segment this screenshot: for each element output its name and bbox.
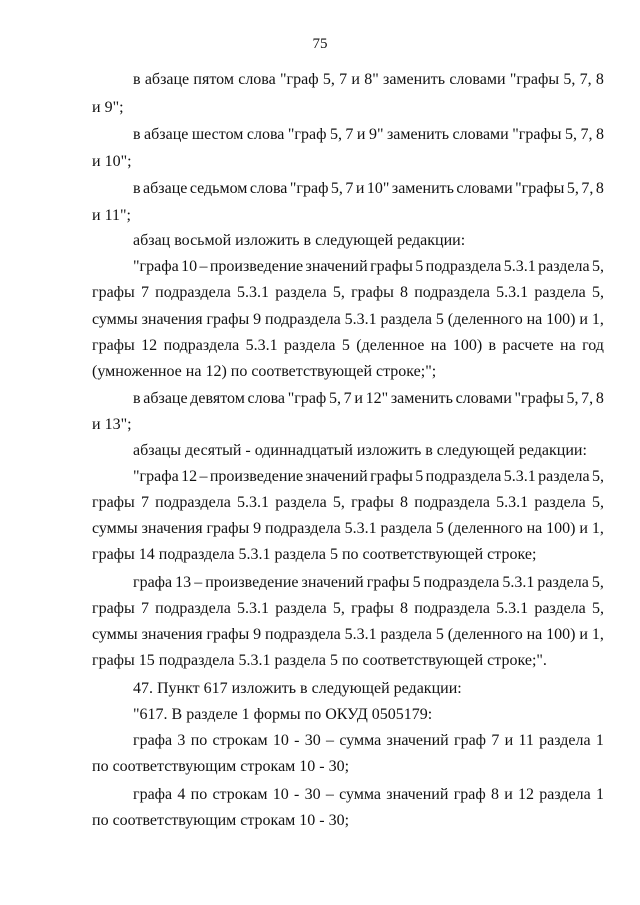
text-line: графы 15 подраздела 5.3.1 раздела 5 по соответствующей строке;". — [92, 652, 547, 669]
text-line — [133, 573, 604, 593]
word: 7 — [140, 284, 149, 301]
text-line — [133, 70, 604, 90]
word: раздела — [534, 284, 586, 301]
word: 12" — [365, 390, 389, 407]
word: графы — [370, 468, 413, 485]
word: подраздела — [155, 494, 231, 511]
word: - — [294, 786, 300, 803]
word: графы — [370, 258, 413, 275]
word: 5 — [435, 520, 444, 537]
word: графы — [351, 600, 394, 617]
word: произведение — [205, 574, 299, 591]
word: графы — [92, 600, 135, 617]
word: 100) — [546, 311, 576, 328]
word: произведение — [209, 468, 304, 485]
word: 8" — [364, 71, 379, 88]
word: седьмом — [189, 180, 248, 197]
text-line — [92, 625, 604, 645]
word: графы — [351, 494, 394, 511]
text-line: абзац восьмой изложить в следующей редакции: — [133, 232, 466, 249]
word: 4 — [177, 786, 186, 803]
word: 5, — [591, 468, 604, 485]
word: на — [526, 520, 543, 537]
word: подраздела — [155, 600, 231, 617]
word: в — [133, 126, 141, 143]
word: раздела — [380, 520, 432, 537]
word: заменить — [386, 126, 450, 143]
word: 10 — [272, 732, 289, 749]
word: суммы — [92, 311, 138, 328]
text-line: и 13"; — [92, 416, 132, 433]
word: подраздела — [163, 337, 240, 354]
word: 7 — [140, 494, 149, 511]
word: "графы — [509, 71, 560, 88]
word: значений — [386, 732, 449, 749]
word: 7 — [140, 600, 149, 617]
word: 13 — [175, 574, 192, 591]
word: словами — [452, 126, 509, 143]
text-line: и 9"; — [92, 99, 124, 116]
word: слова — [247, 390, 286, 407]
word: абзаце — [144, 71, 190, 88]
word: графы — [206, 311, 250, 328]
word: "граф — [287, 126, 327, 143]
word: 100) — [546, 520, 576, 537]
word: девятом — [190, 390, 245, 407]
word: раздела — [538, 468, 590, 485]
word: значений — [305, 258, 368, 275]
word: 5.3.1 — [344, 311, 377, 328]
text-line: и 11"; — [92, 207, 131, 224]
word: 12 — [181, 468, 198, 485]
text-line — [133, 731, 604, 751]
word: абзаце — [143, 390, 188, 407]
word: графы — [92, 284, 135, 301]
word: раздела — [534, 494, 586, 511]
word: 8 — [595, 180, 604, 197]
word: 5.3.1 — [245, 337, 278, 354]
word: графы — [206, 626, 250, 643]
word: 5 — [435, 311, 444, 328]
text-line: абзацы десятый - одиннадцатый изложить в следующей редакции: — [133, 442, 587, 459]
word: значения — [141, 626, 203, 643]
text-line — [133, 785, 604, 805]
word: 30 — [304, 786, 321, 803]
word: 5, — [591, 258, 604, 275]
word: 5.3.1 — [237, 494, 270, 511]
word: 5, — [332, 284, 345, 301]
word: 8 — [595, 126, 604, 143]
word: 5.3.1 — [503, 468, 536, 485]
word: 5, — [566, 390, 579, 407]
word: 1 — [595, 732, 604, 749]
word: – — [326, 732, 335, 749]
word: заменить — [391, 180, 454, 197]
word: 5, — [563, 71, 576, 88]
word: 9 — [253, 311, 262, 328]
word: на — [430, 337, 447, 354]
word: шестом — [191, 126, 244, 143]
word: 5.3.1 — [496, 284, 529, 301]
word: на — [526, 311, 543, 328]
text-line: по соответствующим строкам 10 - 30; — [92, 812, 350, 829]
word: 5, — [591, 284, 604, 301]
word: 5 — [415, 258, 424, 275]
word: 1, — [591, 626, 604, 643]
text-line: графы 14 подраздела 5.3.1 раздела 5 по соответствующей строке; — [92, 546, 537, 563]
word: подраздела — [265, 311, 341, 328]
text-line — [133, 179, 604, 199]
word: и — [579, 626, 588, 643]
word: – — [199, 258, 208, 275]
word: графы — [351, 284, 394, 301]
word: 7 — [339, 71, 348, 88]
word: 7, — [581, 180, 594, 197]
word: значений — [305, 468, 368, 485]
text-line: 47. Пункт 617 изложить в следующей редакции: — [133, 680, 462, 697]
word: и — [351, 71, 360, 88]
word: раздела — [539, 786, 591, 803]
word: 5, — [566, 180, 579, 197]
word: (деленного — [447, 311, 523, 328]
word: и — [504, 786, 513, 803]
word: 5, — [591, 600, 604, 617]
word: граф — [454, 732, 487, 749]
word: подраздела — [265, 626, 341, 643]
word: по — [190, 732, 208, 749]
word: в — [133, 71, 141, 88]
word: графы — [206, 520, 250, 537]
text-line: и 10"; — [92, 153, 132, 170]
word: 5, — [591, 574, 604, 591]
word: граф — [453, 786, 486, 803]
word: 5, — [328, 390, 341, 407]
word: 5 — [412, 574, 421, 591]
text-line: (умноженное на 12) по соответствующей строке;"; — [92, 363, 437, 380]
word: по — [190, 786, 208, 803]
word: 5.3.1 — [237, 284, 270, 301]
word: графы — [92, 337, 135, 354]
word: – — [325, 786, 334, 803]
word: на — [526, 626, 543, 643]
word: раздела — [275, 284, 327, 301]
word: "графы — [515, 180, 565, 197]
word: 11 — [518, 732, 534, 749]
word: сумма — [339, 786, 381, 803]
word: (деленное — [356, 337, 425, 354]
word: 10 — [272, 786, 289, 803]
word: 8 — [490, 786, 499, 803]
word: слова — [249, 180, 288, 197]
word: абзаце — [143, 180, 188, 197]
word: – — [199, 468, 208, 485]
word: 9 — [253, 626, 262, 643]
text-line — [92, 283, 604, 303]
word: строкам — [212, 732, 268, 749]
word: 8 — [595, 390, 604, 407]
word: подраздела — [423, 574, 500, 591]
word: 8 — [595, 71, 604, 88]
word: 5.3.1 — [503, 258, 536, 275]
word: "граф — [287, 390, 327, 407]
word: 5, — [591, 494, 604, 511]
word: 1, — [591, 520, 604, 537]
word: раздела — [380, 311, 432, 328]
word: 1, — [591, 311, 604, 328]
word: "графа — [133, 468, 179, 485]
word: 5 — [341, 337, 350, 354]
word: 5 — [415, 468, 424, 485]
word: раздела — [380, 626, 432, 643]
word: 5, — [332, 600, 345, 617]
word: 7 — [491, 732, 500, 749]
word: 5, — [322, 71, 335, 88]
word: 5, — [329, 126, 342, 143]
word: на — [560, 337, 576, 354]
word: 5, — [332, 494, 345, 511]
word: графа — [133, 732, 173, 749]
word: раздела — [538, 258, 590, 275]
word: сумма — [339, 732, 382, 749]
text-line — [92, 336, 604, 356]
word: словами — [449, 71, 506, 88]
word: в — [133, 390, 141, 407]
word: 9" — [368, 126, 384, 143]
text-line — [92, 599, 604, 619]
word: год — [582, 337, 604, 354]
word: 9 — [253, 520, 262, 537]
word: 100) — [546, 626, 576, 643]
word: и — [356, 126, 366, 143]
text-line — [133, 125, 604, 145]
word: раздела — [537, 574, 589, 591]
word: 5.3.1 — [237, 600, 270, 617]
word: раздела — [284, 337, 336, 354]
word: раздела — [275, 600, 327, 617]
word: "графы — [514, 390, 564, 407]
text-line — [133, 257, 604, 277]
text-line — [133, 389, 604, 409]
word: и — [579, 311, 588, 328]
word: и — [579, 520, 588, 537]
word: значений — [386, 786, 449, 803]
word: абзаце — [144, 126, 189, 143]
word: подраздела — [414, 494, 490, 511]
word: 12 — [518, 786, 535, 803]
word: графы — [92, 494, 135, 511]
word: "графа — [133, 258, 179, 275]
word: заменить — [390, 390, 453, 407]
word: 100) — [452, 337, 483, 354]
word: графа — [133, 574, 173, 591]
word: словами — [456, 180, 513, 197]
word: – — [194, 574, 203, 591]
word: 8 — [400, 494, 409, 511]
word: в — [133, 180, 141, 197]
word: 5.3.1 — [496, 600, 529, 617]
word: 7 — [343, 390, 352, 407]
word: 7 — [345, 126, 354, 143]
word: 8 — [400, 600, 409, 617]
word: в — [488, 337, 497, 354]
word: 7, — [581, 390, 594, 407]
word: 5, — [330, 180, 343, 197]
word: 5 — [435, 626, 444, 643]
word: 3 — [177, 732, 186, 749]
word: 30 — [304, 732, 321, 749]
word: слова — [246, 126, 285, 143]
word: словами — [455, 390, 512, 407]
word: суммы — [92, 626, 138, 643]
text-line: "617. В разделе 1 формы по ОКУД 0505179: — [133, 706, 433, 723]
word: 10" — [366, 180, 390, 197]
word: 12 — [141, 337, 158, 354]
word: подраздела — [425, 468, 502, 485]
word: строкам — [212, 786, 268, 803]
word: расчете — [502, 337, 554, 354]
word: раздела — [275, 494, 327, 511]
word: "граф — [280, 71, 319, 88]
word: и — [504, 732, 514, 749]
word: и — [355, 180, 365, 197]
word: 7, — [580, 126, 593, 143]
word: подраздела — [155, 284, 231, 301]
word: 7, — [579, 71, 592, 88]
text-line: по соответствующим строкам 10 - 30; — [92, 758, 350, 775]
text-line — [92, 493, 604, 513]
word: подраздела — [414, 600, 490, 617]
word: раздела — [539, 732, 591, 749]
word: 7 — [345, 180, 354, 197]
word: значений — [301, 574, 364, 591]
word: 1 — [596, 786, 604, 803]
word: и — [354, 390, 363, 407]
word: слова — [238, 71, 276, 88]
word: заменить — [383, 71, 446, 88]
word: графы — [366, 574, 410, 591]
word: 5.3.1 — [344, 626, 377, 643]
text-line — [133, 467, 604, 487]
word: - — [294, 732, 300, 749]
word: (деленного — [447, 520, 523, 537]
word: подраздела — [414, 284, 490, 301]
word: значения — [141, 520, 203, 537]
word: подраздела — [265, 520, 341, 537]
page-number: 75 — [312, 36, 328, 52]
text-line — [92, 310, 604, 330]
word: 5.3.1 — [344, 520, 377, 537]
word: (деленного — [447, 626, 523, 643]
word: суммы — [92, 520, 138, 537]
word: раздела — [534, 600, 586, 617]
word: 8 — [400, 284, 409, 301]
word: 5.3.1 — [502, 574, 535, 591]
word: "графы — [512, 126, 562, 143]
text-line — [92, 519, 604, 539]
word: значения — [141, 311, 203, 328]
word: 5.3.1 — [496, 494, 529, 511]
word: графа — [133, 786, 173, 803]
word: "граф — [289, 180, 329, 197]
word: подраздела — [425, 258, 502, 275]
word: 10 — [181, 258, 198, 275]
word: произведение — [209, 258, 304, 275]
word: 5, — [565, 126, 578, 143]
word: пятом — [193, 71, 234, 88]
